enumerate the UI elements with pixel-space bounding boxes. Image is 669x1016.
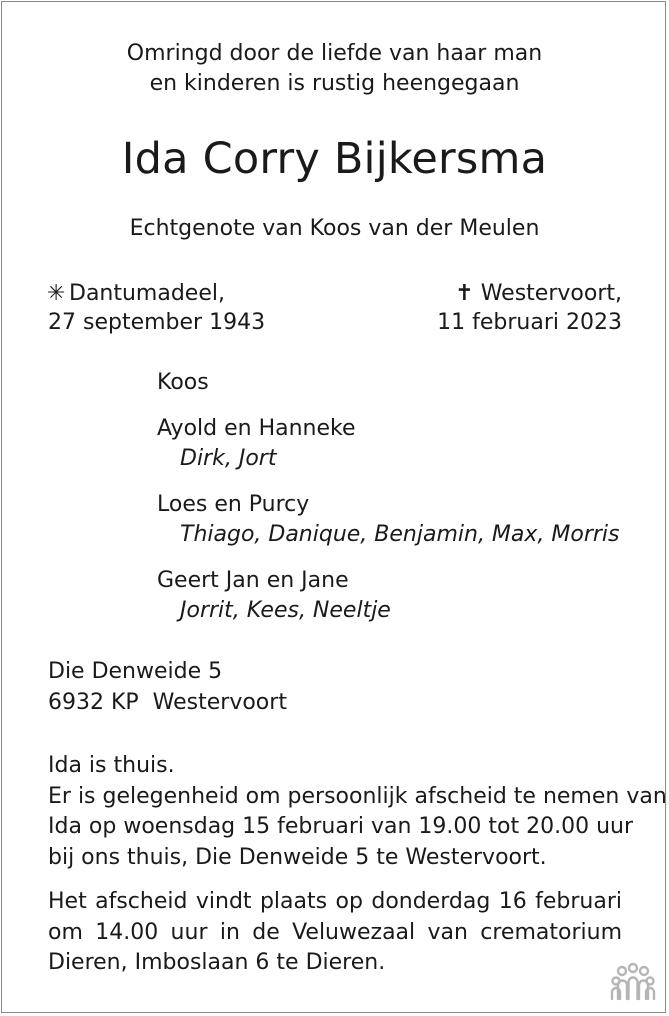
- notice-line: Ida op woensdag 15 februari van 19.00 tot 20.00 uur: [48, 814, 634, 839]
- deceased-name: Ida Corry Bijkersma: [121, 134, 548, 184]
- family-member-names: Loes en Purcy: [157, 492, 310, 517]
- family-member-children: Jorrit, Kees, Neeltje: [180, 598, 391, 623]
- family-member-names: Geert Jan en Jane: [157, 568, 349, 593]
- ceremony-line: om 14.00 uur in de Veluwezaal van crematorium: [48, 919, 622, 945]
- death-place: Westervoort,: [480, 281, 622, 306]
- notice-line: bij ons thuis, Die Denweide 5 te Westervoort.: [48, 844, 547, 870]
- ceremony-line: Dieren, Imboslaan 6 te Dieren.: [48, 950, 386, 975]
- death-date: 11 februari 2023: [437, 310, 622, 335]
- intro-line-1: Omringd door de liefde van haar man: [126, 41, 543, 66]
- family-member-children: Thiago, Danique, Benjamin, Max, Morris: [180, 522, 620, 547]
- address-street: Die Denweide 5: [48, 659, 223, 684]
- address-city: 6932 KP Westervoort: [48, 690, 287, 715]
- ceremony-notice: [48, 887, 622, 979]
- spouse-line: Echtgenote van Koos van der Meulen: [129, 216, 540, 241]
- people-group-icon: [608, 962, 658, 1002]
- death-cross-icon: ✝: [455, 281, 474, 306]
- death-place-line: [455, 279, 622, 309]
- family-member-names: Koos: [157, 370, 209, 395]
- notice-line: Er is gelegenheid om persoonlijk afscheid te nemen van: [48, 783, 667, 809]
- birth-place-line: [47, 279, 225, 309]
- family-member-names: Ayold en Hanneke: [157, 416, 356, 441]
- visitation-notice: [48, 751, 667, 873]
- birth-star-icon: ✳: [47, 281, 66, 306]
- birth-date: 27 september 1943: [48, 310, 266, 335]
- family-member-children: Dirk, Jort: [180, 446, 277, 471]
- birth-place: Dantumadeel,: [69, 281, 225, 306]
- intro-line-2: en kinderen is rustig heengegaan: [149, 71, 520, 96]
- notice-line: Ida is thuis.: [48, 753, 175, 778]
- ceremony-line: Het afscheid vindt plaats op donderdag 16 februari: [48, 889, 622, 914]
